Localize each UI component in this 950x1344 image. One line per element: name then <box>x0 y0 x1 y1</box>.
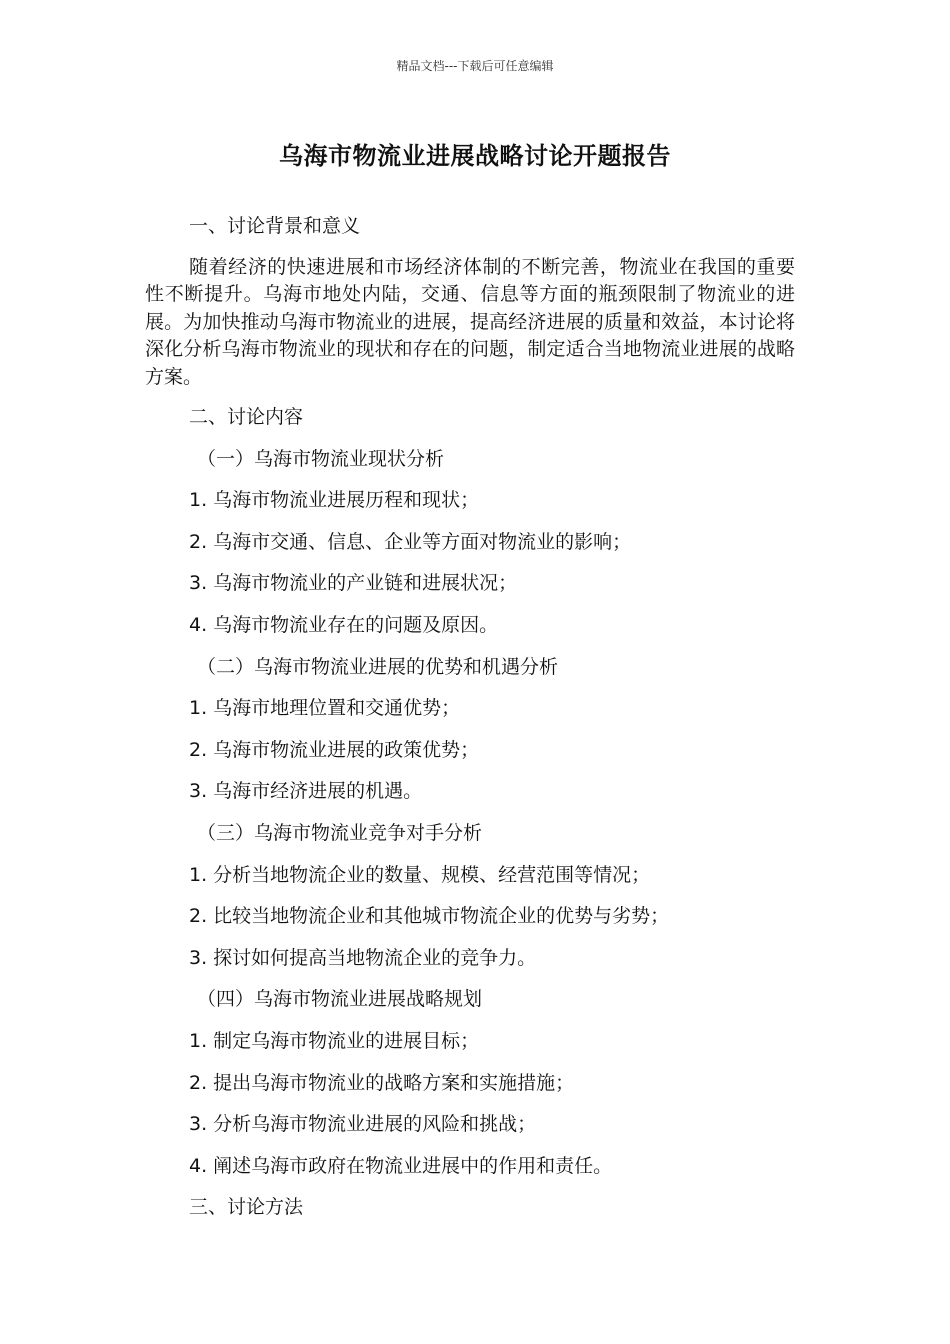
document-title: 乌海市物流业进展战略讨论开题报告 <box>279 142 671 170</box>
list-item: 2. 比较当地物流企业和其他城市物流企业的优势与劣势； <box>189 905 670 928</box>
document-header-note: 精品文档---下载后可任意编辑 <box>396 59 554 73</box>
subsection-heading-strategy: （四）乌海市物流业进展战略规划 <box>197 988 483 1011</box>
list-item: 2. 乌海市交通、信息、企业等方面对物流业的影响； <box>189 530 632 553</box>
list-item: 1. 分析当地物流企业的数量、规模、经营范围等情况； <box>189 863 651 886</box>
subsection-heading-status: （一）乌海市物流业现状分析 <box>197 447 445 470</box>
section-heading-content: 二、讨论内容 <box>189 406 304 429</box>
list-item: 4. 阐述乌海市政府在物流业进展中的作用和责任。 <box>189 1154 613 1177</box>
background-paragraph: 随着经济的快速进展和市场经济体制的不断完善，物流业在我国的重要性不断提升。乌海市地处内陆，交通、信息等方面的瓶颈限制了物流业的进展。为加快推动乌海市物流业的进展，提高经济进展的质量和效益，本讨论将深化分析乌海市物流业的现状和存在的问题，制定适合当地物流业进展的战略方案。 <box>145 255 795 388</box>
list-item: 3. 分析乌海市物流业进展的风险和挑战； <box>189 1113 537 1136</box>
list-item: 1. 制定乌海市物流业的进展目标； <box>189 1030 480 1052</box>
list-item: 4. 乌海市物流业存在的问题及原因。 <box>189 614 499 637</box>
list-item: 2. 提出乌海市物流业的战略方案和实施措施； <box>189 1071 575 1094</box>
section-heading-background: 一、讨论背景和意义 <box>189 215 361 237</box>
list-item: 1. 乌海市物流业进展历程和现状； <box>189 489 480 512</box>
list-item: 2. 乌海市物流业进展的政策优势； <box>189 738 480 761</box>
list-item: 1. 乌海市地理位置和交通优势； <box>189 697 461 720</box>
list-item: 3. 乌海市物流业的产业链和进展状况； <box>189 572 518 595</box>
section-heading-methods: 三、讨论方法 <box>189 1196 304 1219</box>
subsection-heading-advantages: （二）乌海市物流业进展的优势和机遇分析 <box>197 655 559 678</box>
list-item: 3. 探讨如何提高当地物流企业的竞争力。 <box>189 946 537 969</box>
subsection-heading-competitors: （三）乌海市物流业竞争对手分析 <box>197 822 483 845</box>
document-body <box>145 212 795 1235</box>
list-item: 3. 乌海市经济进展的机遇。 <box>189 780 423 803</box>
